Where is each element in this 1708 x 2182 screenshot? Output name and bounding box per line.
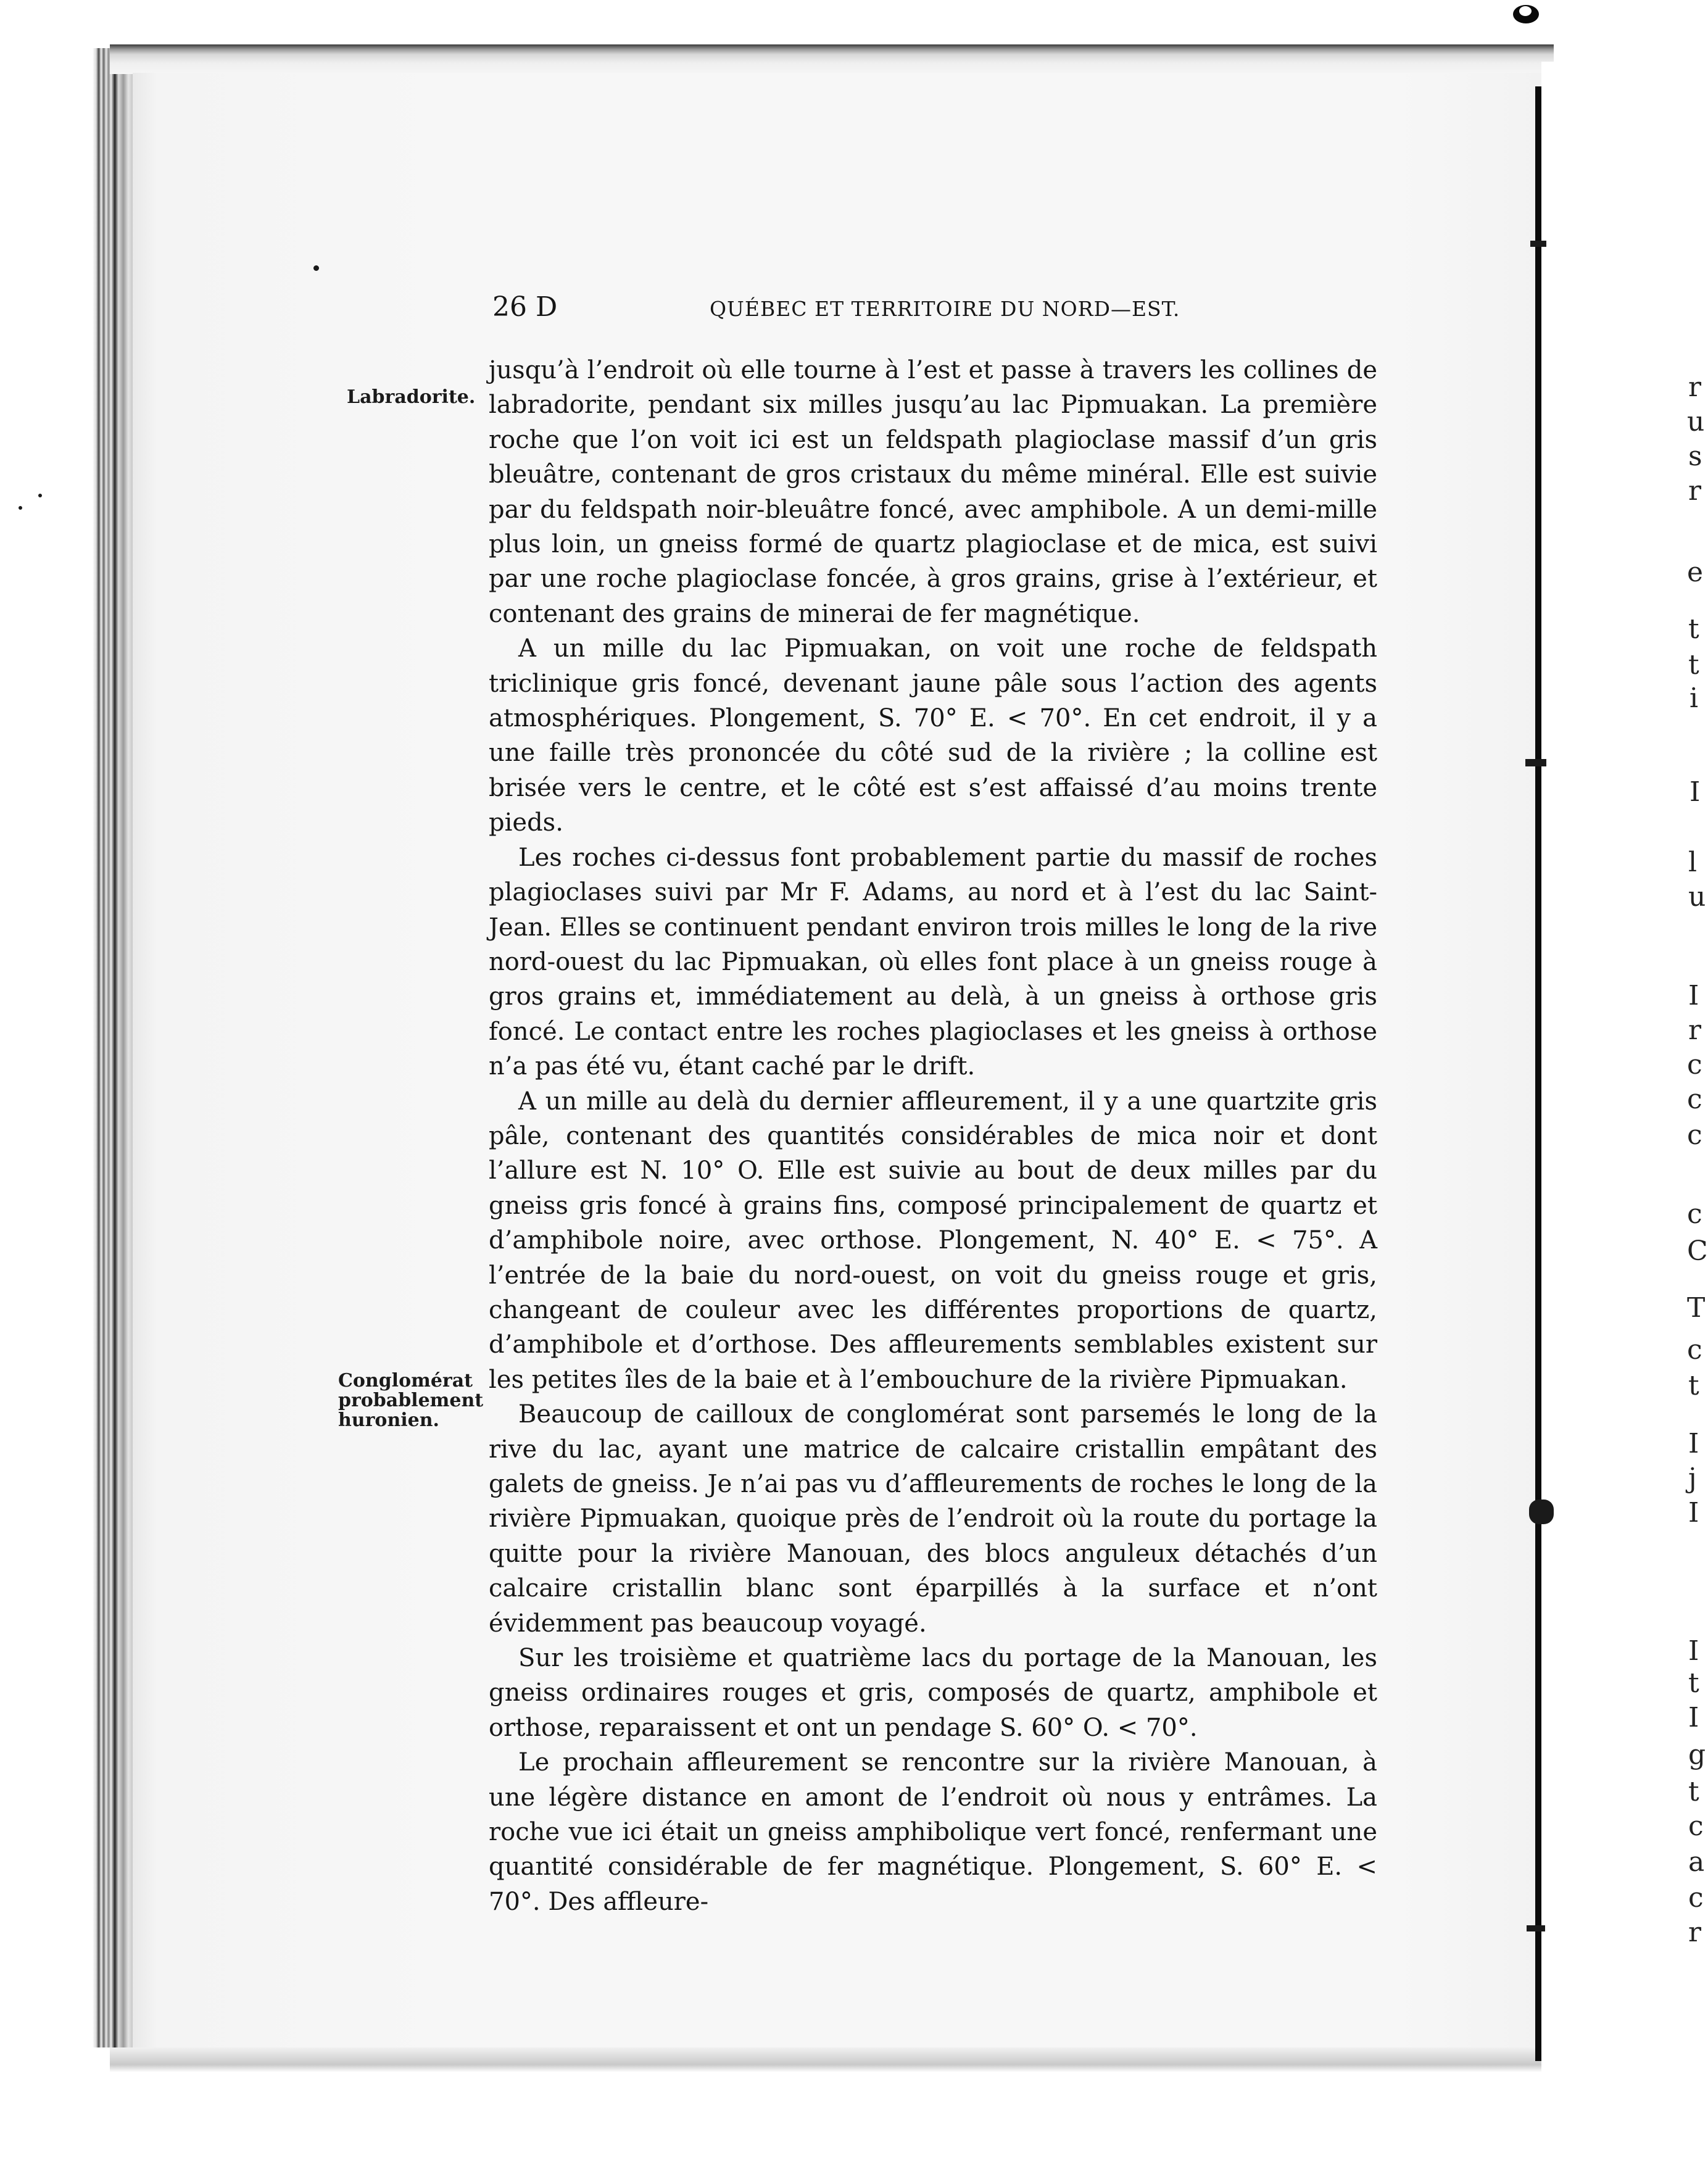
gutter-mark — [1530, 241, 1546, 247]
margin-note-conglomerat — [338, 1371, 483, 1430]
next-page-letter: g — [1688, 1739, 1706, 1770]
page-number: 26 D — [492, 291, 558, 323]
scan-speck — [38, 494, 42, 497]
paragraph: A un mille du lac Pipmuakan, on voit une roche de feldspath triclinique gris foncé, devenant jaune pâle sous l’action des agents atmosphériques. Plongement, S. 70° E. < 70°. En cet endroit, il y a une faille très prononcée du côté sud de la rivière ; la colline est brisée vers le centre, et le côté est s’est affaissé d’au moins trente pieds. — [489, 634, 1377, 837]
margin-note-line: Conglomérat — [338, 1370, 473, 1392]
next-page-letter: t — [1688, 1370, 1699, 1401]
paragraph: Sur les troisième et quatrième lacs du portage de la Manouan, les gneiss ordinaires rouges et gris, composés de quartz, amphibole et orthose, reparaissent et ont un pendage S. 60° O. < 70°. — [489, 1644, 1377, 1742]
next-page-letter: l — [1688, 847, 1698, 878]
scan-speck — [19, 506, 22, 510]
next-page-letter: c — [1688, 1811, 1704, 1842]
next-page-letter: t — [1688, 613, 1699, 645]
next-page-letter: r — [1688, 1917, 1702, 1948]
margin-note-line: probablement — [338, 1390, 484, 1411]
next-page-letter: i — [1689, 682, 1699, 714]
next-page-letter: s — [1688, 441, 1702, 472]
next-page-letter: C — [1687, 1235, 1708, 1267]
scan-speck — [313, 265, 319, 271]
next-page-letter: I — [1689, 776, 1701, 808]
next-page-letter: t — [1688, 649, 1699, 681]
next-page-letter: c — [1687, 1119, 1702, 1151]
next-page-letter: T — [1687, 1292, 1706, 1324]
next-page-letter: r — [1688, 371, 1702, 403]
next-page-letter: j — [1688, 1462, 1697, 1494]
body-text — [489, 353, 1377, 1919]
running-title: QUÉBEC ET TERRITOIRE DU NORD—EST. — [710, 297, 1180, 321]
next-page-letter: u — [1687, 406, 1705, 438]
next-page-letter: c — [1687, 1334, 1702, 1366]
margin-note-line: huronien. — [338, 1409, 439, 1431]
next-page-letter: t — [1688, 1776, 1699, 1807]
book-edge-bottom — [110, 2047, 1548, 2072]
next-page-letter: I — [1688, 1428, 1699, 1459]
next-page-letter: I — [1688, 980, 1699, 1011]
paragraph: Le prochain affleurement se rencontre sur la rivière Manouan, à une légère distance en amont de l’endroit où nous y entrâmes. La roche vue ici était un gneiss amphibolique vert foncé, renfermant une quantité considérable de fer magnétique. Plongement, S. 60° E. < 70°. Des affleure- — [489, 1748, 1377, 1916]
next-page-letter: t — [1688, 1667, 1699, 1699]
paragraph: Beaucoup de cailloux de conglomérat sont parsemés le long de la rive du lac, ayant une matrice de calcaire cristallin empâtant des galets de gneiss. Je n’ai pas vu d’affleurements de roches le long de la rivière Pipmuakan, quoique près de l’endroit où la route du portage la quitte pour la rivière Manouan, des blocs anguleux détachés d’un calcaire cristallin blanc sont éparpillés à la surface et n’ont évidemment pas beaucoup voyagé. — [489, 1400, 1377, 1638]
next-page-letter: I — [1688, 1497, 1699, 1529]
next-page-letter: I — [1688, 1635, 1699, 1667]
paragraph: Les roches ci-dessus font probablement partie du massif de roches plagioclases suivi par Mr F. Adams, au nord et à l’est du lac Saint-Jean. Elles se continuent pendant environ trois milles le long de la rive nord-ouest du lac Pipmuakan, où elles font place à un gneiss rouge à gros grains et, immédiatement au delà, à un gneiss à orthose gris foncé. Le contact entre les roches plagioclases et les gneiss à orthose n’a pas été vu, étant caché par le drift. — [489, 843, 1377, 1081]
next-page-letter: a — [1688, 1846, 1705, 1878]
gutter-mark — [1529, 1500, 1554, 1524]
next-page-letter: I — [1688, 1702, 1699, 1733]
book-edge-top — [110, 44, 1554, 74]
next-page-letter: e — [1687, 557, 1704, 588]
next-page-letter: c — [1687, 1198, 1702, 1230]
next-page-sliver — [1541, 62, 1708, 2098]
margin-note-labradorite: Labradorite. — [347, 386, 476, 408]
next-page-letter: c — [1687, 1084, 1702, 1115]
next-page-letter: c — [1687, 1049, 1702, 1081]
binding-gutter-line — [1535, 86, 1541, 2061]
gutter-mark — [1527, 1925, 1545, 1931]
gutter-mark — [1525, 759, 1546, 766]
next-page-letter: u — [1688, 881, 1706, 913]
paragraph: A un mille au delà du dernier affleurement, il y a une quartzite gris pâle, contenant des quantités considérables de mica noir et dont l’allure est N. 10° O. Elle est suivie au bout de deux milles par du gneiss gris foncé à grains fins, composé principalement de quartz et d’amphibole noire, avec orthose. Plongement, N. 40° E. < 75°. A l’entrée de la baie du nord-ouest, on voit du gneiss rouge et gris, changeant de couleur avec les différentes proportions de quartz, d’amphibole et d’orthose. Des affleurements semblables existent sur les petites îles de la baie et à l’embouchure de la rivière Pipmuakan. — [489, 1087, 1377, 1394]
next-page-letter: c — [1688, 1882, 1704, 1914]
next-page-letter: r — [1688, 475, 1702, 507]
scan-speck — [1519, 6, 1532, 16]
paragraph: jusqu’à l’endroit où elle tourne à l’est et passe à travers les collines de labradorite, pendant six milles jusqu’au lac Pipmuakan. La première roche que l’on voit ici est un feldspath plagioclase massif d’un gris bleuâtre, contenant de gros cristaux du même minéral. Elle est suivie par du feldspath noir-bleuâtre foncé, avec amphibole. A un demi-mille plus loin, un gneiss formé de quartz plagioclase et de mica, est suivi par une roche plagioclase foncée, à gros grains, grise à l’extérieur, et contenant des grains de minerai de fer magnétique. — [489, 356, 1377, 628]
book-edge-left — [93, 48, 133, 2047]
next-page-letter: r — [1688, 1014, 1702, 1046]
